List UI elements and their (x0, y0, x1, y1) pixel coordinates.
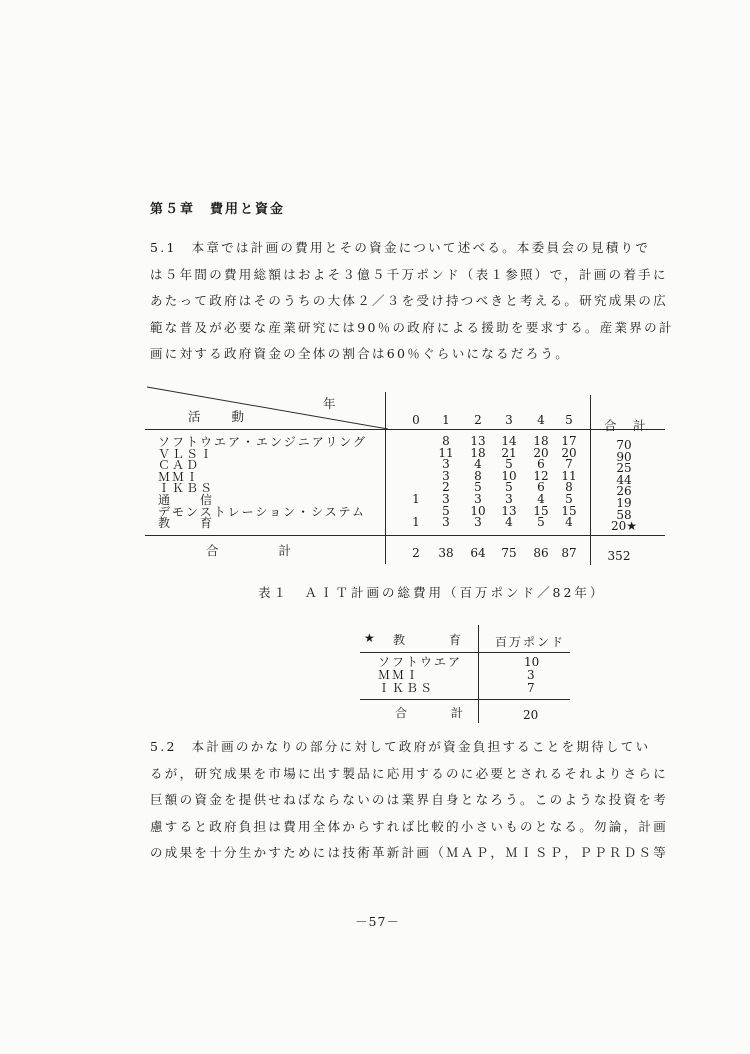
table-row-label: ＭＭＩ (158, 469, 201, 484)
table-row-label: 教 育 (158, 516, 215, 531)
table-cell: 4 (474, 457, 482, 472)
header-year: 年 (323, 396, 337, 411)
table-cell: 3 (442, 468, 450, 483)
table-row-total: 25 (616, 461, 632, 476)
table-row-label: ＣＡＤ (158, 458, 201, 473)
sum-cell: 86 (533, 546, 549, 560)
table-cell: 11 (561, 468, 577, 483)
table-cell: 8 (442, 434, 450, 448)
education-top-rule (360, 652, 570, 653)
section-5-1 (150, 235, 674, 368)
paragraph-line: 巨額の資金を提供せねばならないのは業界自身となろう。このような投資を考 (150, 792, 669, 807)
table-cell: 1 (412, 515, 420, 530)
table-row-total: 70 (616, 438, 632, 452)
paragraph-line: の成果を十分生かすためには技術革新計画（ＭＡＰ，ＭＩＳＰ，ＰＰＲＤＳ等 (150, 845, 669, 860)
education-row-value: 10 (524, 655, 540, 669)
table-cell: 3 (442, 492, 450, 506)
education-row-label: ＩＫＢＳ (378, 681, 435, 695)
education-row-value: 3 (527, 668, 535, 682)
year-header: 3 (505, 413, 513, 427)
chapter-heading: 第５章 費用と資金 (150, 202, 286, 217)
table-row-label: 通 信 (158, 493, 215, 507)
table-sum-rule (145, 535, 665, 536)
unit-header: 百万ポンド (495, 635, 566, 649)
paragraph-line: 画に対する政府資金の全体の割合は60％ぐらいになるだろう。 (150, 346, 571, 361)
table-cell: 4 (505, 515, 513, 530)
paragraph-line: 5.1 本章では計画の費用とその資金について述べる。本委員会の見積りで (150, 240, 651, 255)
table-cell: 13 (470, 434, 486, 448)
sum-cell: 2 (412, 546, 420, 560)
table-cell: 3 (505, 492, 513, 506)
table-row-label: ソフトウエア・エンジニアリング (158, 435, 367, 449)
table-row-label: デモンストレーション・システム (158, 504, 366, 519)
header-activity: 活 動 (188, 409, 247, 424)
table-cell: 18 (533, 434, 549, 448)
header-total: 合 計 (604, 418, 648, 433)
table-cell: 1 (412, 492, 420, 506)
sum-total: 352 (607, 549, 631, 563)
education-row-label: ＭＭＩ (378, 668, 421, 682)
table-cell: 10 (470, 503, 486, 518)
table-row-label: ＶＬＳＩ (158, 446, 215, 461)
table-cell: 6 (537, 480, 545, 495)
table-cell: 4 (537, 492, 545, 506)
table-cell: 3 (474, 492, 482, 506)
paragraph-line: 慮すると政府負担は費用全体からすれば比較的小さいものとなる。勿論，計画 (150, 818, 669, 834)
table-cell: 8 (565, 480, 573, 495)
table-row-total: 26 (616, 484, 632, 499)
table-cell: 15 (561, 503, 577, 518)
table-cell: 18 (470, 445, 486, 460)
table-row-total: 19 (616, 496, 632, 510)
year-header: 0 (412, 413, 420, 427)
table-cell: 17 (561, 434, 577, 448)
paragraph-line: 範な普及が必要な産業研究には90％の政府による援助を要求する。産業界の計 (150, 319, 674, 335)
table-caption: 表１ ＡＩＴ計画の総費用（百万ポンド／82年） (258, 585, 606, 600)
star-mark: ★ (364, 631, 377, 645)
table-row-label: ＩＫＢＳ (158, 481, 215, 496)
paragraph-line: 5.2 本計画のかなりの部分に対して政府が資金負担することを期待してい (150, 739, 651, 754)
table-cell: 6 (537, 457, 545, 472)
table-cell: 5 (565, 492, 573, 506)
year-header: 4 (537, 413, 545, 427)
table-cell: 3 (442, 457, 450, 472)
table-cell: 3 (442, 515, 450, 530)
table-cell: 3 (474, 515, 482, 530)
education-row-value: 7 (527, 681, 535, 695)
year-header: 1 (442, 413, 450, 427)
sum-cell: 87 (561, 546, 577, 560)
sum-cell: 75 (501, 546, 517, 560)
table-cell: 5 (474, 480, 482, 495)
education-row-label: ソフトウエア (378, 655, 463, 669)
table-cell: 7 (565, 457, 573, 472)
education-sum-rule (360, 699, 570, 700)
table-cell: 8 (474, 468, 482, 483)
education-sum-label: 合 計 (395, 706, 466, 720)
table-header-diagonal (145, 385, 390, 431)
table-total-divider (590, 395, 591, 565)
table-cell: 14 (501, 434, 517, 448)
paragraph-line: あたって政府はそのうちの大体２／３を受け持つべきと考える。研究成果の広 (150, 293, 669, 308)
paragraph-line: は５年間の費用総額はおよそ３億５千万ポンド（表１参照）で，計画の着手に (150, 266, 668, 282)
table-cell: 2 (442, 480, 450, 495)
table-cell: 15 (533, 503, 549, 518)
education-header: 教 育 (393, 633, 464, 647)
table-cell: 20 (561, 445, 577, 460)
table-row-total: 58 (616, 507, 632, 522)
section-5-2 (150, 734, 668, 867)
year-header: 5 (565, 413, 573, 427)
paragraph-line: るが，研究成果を市場に出す製品に応用するのに必要とされるそれよりさらに (150, 765, 669, 781)
table-cell: 5 (505, 457, 513, 472)
table-row-total: 20★ (610, 519, 638, 534)
table-cell: 4 (565, 515, 573, 530)
table-cell: 20 (533, 445, 549, 460)
table-cell: 5 (537, 515, 545, 530)
sum-cell: 64 (470, 546, 486, 560)
education-sum-value: 20 (523, 708, 539, 722)
table-cell: 12 (533, 468, 549, 483)
table-cell: 10 (501, 468, 517, 483)
table-cell: 5 (442, 503, 450, 518)
table-row-total: 44 (616, 472, 632, 487)
table-cell: 13 (501, 503, 517, 518)
page-number: －57－ (355, 914, 400, 929)
sum-cell: 38 (438, 546, 454, 560)
table-row-total: 90 (616, 449, 632, 464)
table-cell: 21 (501, 445, 517, 460)
table-cell: 11 (438, 445, 454, 460)
year-header: 2 (474, 413, 482, 427)
sum-label: 合 計 (206, 543, 294, 558)
table-cell: 5 (505, 480, 513, 495)
education-divider (478, 625, 479, 723)
